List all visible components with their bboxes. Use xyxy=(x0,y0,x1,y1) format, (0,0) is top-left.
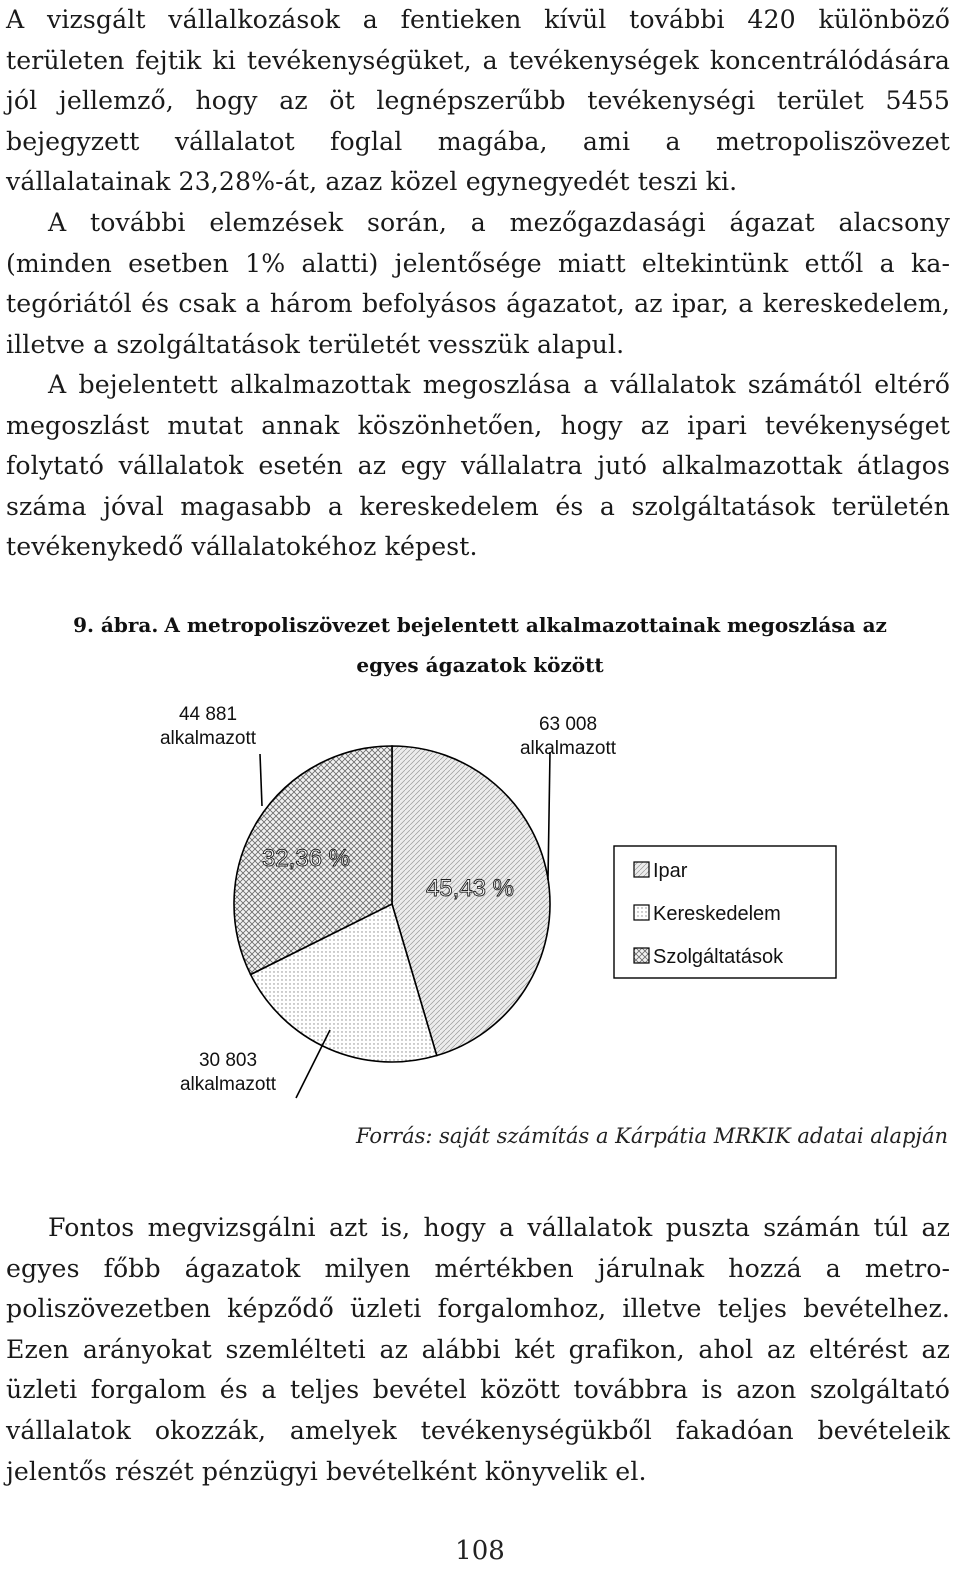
legend-label-kereskedelem: Kereskedelem xyxy=(653,903,781,925)
callout-unit-szolgáltatások: alkalmazott xyxy=(159,728,257,749)
callout-unit-ipar: alkalmazott xyxy=(519,738,617,759)
pie-chart xyxy=(0,690,960,1120)
legend-swatch-kereskedelem xyxy=(634,905,649,920)
figure-label: 9. ábra. xyxy=(73,613,159,637)
page-number: 108 xyxy=(455,1536,505,1566)
paragraph-revenue: Fontos megvizsgálni azt is, hogy a vállalatok puszta számán túl az egyes főbb ágazatok milyen mértékben járulnak hozzá a metropoliszövezetben képződő üzleti forgalomhoz, illetve teljes bevételhez. Ezen arányokat szemlélteti az alábbi két grafikon, ahol az eltérést az üzleti forgalom és a teljes bevétel között továbbra is azon szolgáltató vállalatok okozzák, amelyek tevékenységükből fakadóan bevételeik jelentős részét pénzügyi bevételként könyvelik el. xyxy=(6,1213,950,1486)
callout-leader-line xyxy=(548,752,550,880)
callout-value-kereskedelem: 30 803 xyxy=(198,1050,258,1071)
figure-title-line2: egyes ágazatok között xyxy=(356,653,604,677)
legend-swatch-ipar xyxy=(634,862,649,877)
figure-source: Forrás: saját számítás a Kárpátia MRKIK adatai alapján xyxy=(355,1124,948,1148)
figure-title-line1: A metropoliszövezet bejelentett alkalmazottainak megoszlása az xyxy=(164,613,887,637)
paragraph-employees: A bejelentett alkalmazottak megoszlása a vállalatok számától eltérő megoszlást mutat annak köszönhetően, hogy az ipari tevékenységet folytató vállalatok esetén az egy vállalatra jutó alkalmazottak átlagos száma jóval magasabb a kereskedelem és a szolgáltatások területén tevékenykedő vállalatokéhoz képest. xyxy=(6,370,950,562)
paragraph-analysis: A további elemzések során, a mezőgazdasági ágazat alacsony (minden esetben 1% alatti) jelentősége miatt eltekintünk ettől a kategóriától és csak a három befolyásos ágazatot, az ipar, a kereskedelem, illetve a szolgáltatások területét vesszük alapul. xyxy=(6,208,950,359)
figure-title xyxy=(0,604,960,646)
callout-unit-kereskedelem: alkalmazott xyxy=(179,1074,277,1095)
callout-value-ipar: 63 008 xyxy=(538,714,598,735)
percent-label-ipar: 45,43 % xyxy=(425,875,515,902)
percent-label-szolgáltatások: 32,36 % xyxy=(261,845,351,872)
callout-leader-line xyxy=(260,754,262,806)
legend-swatch-szolgáltatások xyxy=(634,948,649,963)
legend-label-ipar: Ipar xyxy=(653,860,688,882)
callout-value-szolgáltatások: 44 881 xyxy=(178,704,238,725)
legend-label-szolgáltatások: Szolgáltatások xyxy=(653,946,784,968)
paragraph-intro: A vizsgált vállalkozások a fentieken kívül további 420 különböző területen fejtik ki tevékenységüket, a tevékenységek koncentrálódására jól jellemző, hogy az öt legnépszerűbb tevékenységi terület 5455 bejegyzett vállalatot foglal magába, ami a metropoliszövezet vállalatainak 23,28%-át, azaz közel egynegyedét teszi ki. xyxy=(6,5,950,197)
